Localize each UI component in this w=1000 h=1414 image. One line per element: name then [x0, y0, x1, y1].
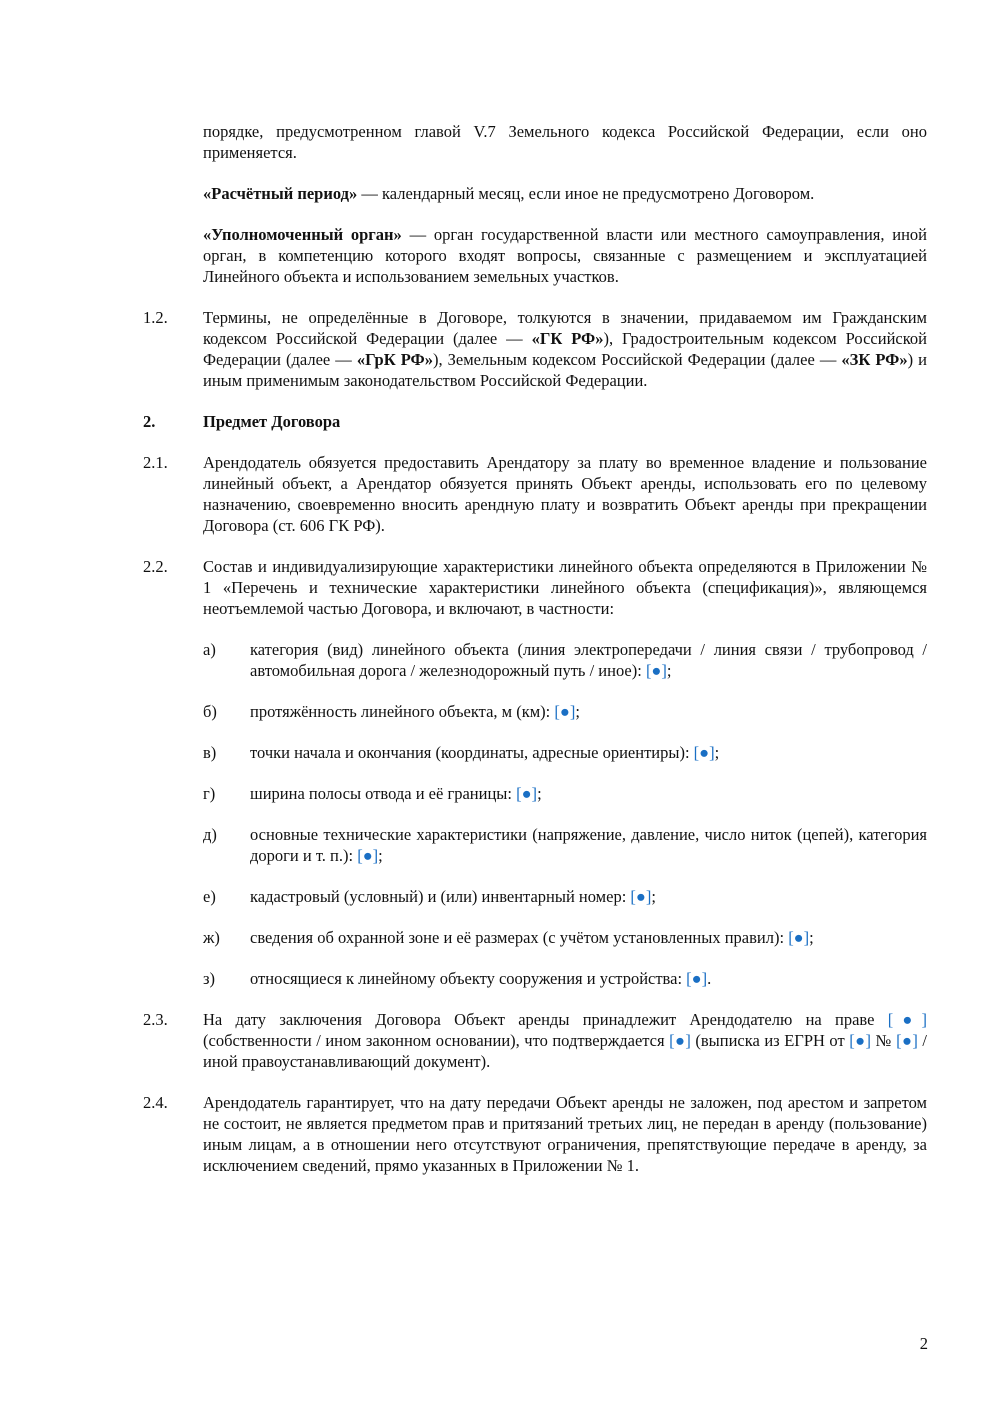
- list-item-text: точки начала и окончания (координаты, адресные ориентиры): [●];: [250, 743, 720, 762]
- section-title: Предмет Договора: [203, 412, 341, 431]
- placeholder-field[interactable]: [●]: [630, 887, 652, 906]
- placeholder-field[interactable]: [●]: [645, 661, 667, 680]
- placeholder-field[interactable]: [●]: [516, 784, 538, 803]
- placeholder-field[interactable]: [●]: [896, 1031, 918, 1050]
- list-item-text: относящиеся к линейному объекту сооружения и устройства: [●].: [250, 969, 712, 988]
- list-item: [203, 824, 927, 866]
- abbrev-gk: «ГК РФ»: [531, 329, 604, 348]
- list-item-letter: а): [203, 640, 216, 659]
- clause-1-2: [143, 307, 927, 391]
- list-item-letter: д): [203, 825, 217, 844]
- clause-text: Арендодатель обязуется предоставить Арендатору за плату во временное владение и пользование линейный объект, а Арендатор обязуется принять Объект аренды, использовать его по целевому назначению, своевременно вносить арендную плату и возвратить Объект аренды при прекращении Договора (ст. 606 ГК РФ).: [203, 453, 927, 535]
- clause-number: 2.2.: [143, 557, 168, 576]
- list-item-letter: е): [203, 887, 216, 906]
- clause-number: 1.2.: [143, 308, 168, 327]
- clause-text: Термины, не определённые в Договоре, толкуются в значении, придаваемом им Гражданским кодексом Российской Федерации (далее — «ГК РФ»), Градостроительным кодексом Российской Федерации (далее — «ГрК РФ»), Земельным кодексом Российской Федерации (далее — «ЗК РФ») и иным применимым законодательством Российской Федерации.: [203, 308, 927, 390]
- placeholder-field[interactable]: [●]: [669, 1031, 691, 1050]
- definition-term: «Уполномоченный орган»: [203, 225, 402, 244]
- placeholder-field[interactable]: [●]: [357, 846, 379, 865]
- continuation-paragraph: порядке, предусмотренном главой V.7 Земельного кодекса Российской Федерации, если оно применяется.: [203, 122, 927, 162]
- page-number: 2: [919, 1334, 928, 1353]
- clause-number: 2.1.: [143, 453, 168, 472]
- characteristics-list: [143, 639, 927, 989]
- list-item: [203, 742, 927, 763]
- clause-2-3: [143, 1009, 927, 1072]
- list-item-letter: в): [203, 743, 217, 762]
- placeholder-field[interactable]: [●]: [887, 1010, 927, 1029]
- clause-number: 2.3.: [143, 1010, 168, 1029]
- definition-text: — календарный месяц, если иное не предусмотрено Договором.: [357, 184, 815, 203]
- placeholder-field[interactable]: [●]: [849, 1031, 871, 1050]
- placeholder-field[interactable]: [●]: [554, 702, 576, 721]
- section-2-heading: [143, 411, 927, 432]
- placeholder-field[interactable]: [●]: [788, 928, 810, 947]
- document-body: [143, 121, 927, 1196]
- definition-term: «Расчётный период»: [203, 184, 358, 203]
- clause-2-2: [143, 556, 927, 619]
- list-item: [203, 701, 927, 722]
- section-number: 2.: [143, 412, 156, 431]
- list-item: [203, 927, 927, 948]
- list-item-text: основные технические характеристики (напряжение, давление, число ниток (цепей), категория дороги и т. п.): [●];: [250, 825, 927, 865]
- clause-text: Состав и индивидуализирующие характеристики линейного объекта определяются в Приложении № 1 «Перечень и технические характеристики линейного объекта (спецификация)», являющемся неотъемлемой частью Договора, и включают, в частности:: [203, 557, 927, 618]
- clause-text: Арендодатель гарантирует, что на дату передачи Объект аренды не заложен, под арестом и запретом не состоит, не является предметом прав и притязаний третьих лиц, не передан в аренду (пользование) иным лицам, а в отношении него отсутствуют ограничения, препятствующие передаче в аренду, за исключением сведений, прямо указанных в Приложении № 1.: [203, 1093, 927, 1175]
- clause-number: 2.4.: [143, 1093, 168, 1112]
- list-item-letter: ж): [203, 928, 220, 947]
- placeholder-field[interactable]: [●]: [693, 743, 715, 762]
- list-item-letter: з): [203, 969, 216, 988]
- definition-text: — орган государственной власти или местного самоуправления, иной орган, в компетенцию которого входят вопросы, связанные с размещением и эксплуатацией Линейного объекта и использованием земельных участков.: [203, 225, 927, 286]
- list-item-text: кадастровый (условный) и (или) инвентарный номер: [●];: [250, 887, 656, 906]
- list-item: [203, 783, 927, 804]
- list-item-letter: г): [203, 784, 216, 803]
- clause-2-1: [143, 452, 927, 536]
- list-item-text: ширина полосы отвода и её границы: [●];: [250, 784, 542, 803]
- list-item-letter: б): [203, 702, 217, 721]
- list-item: [203, 639, 927, 681]
- abbrev-zk: «ЗК РФ»: [841, 350, 908, 369]
- list-item-text: сведения об охранной зоне и её размерах (с учётом установленных правил): [●];: [250, 928, 814, 947]
- list-item: [203, 968, 927, 989]
- definition-billing-period: [143, 183, 927, 204]
- clause-text: На дату заключения Договора Объект аренды принадлежит Арендодателю на праве [●] (собственности / ином законном основании), что подтверждается [●] (выписка из ЕГРН от [●] № [●] / иной правоустанавливающий документ).: [203, 1010, 927, 1071]
- list-item-text: протяжённость линейного объекта, м (км): [●];: [250, 702, 580, 721]
- list-item-text: категория (вид) линейного объекта (линия электропередачи / линия связи / трубопровод / автомобильная дорога / железнодорожный путь / иное): [●];: [250, 640, 927, 680]
- placeholder-field[interactable]: [●]: [686, 969, 708, 988]
- clause-2-4: [143, 1092, 927, 1176]
- abbrev-grk: «ГрК РФ»: [356, 350, 433, 369]
- definition-authorized-body: [143, 224, 927, 287]
- list-item: [203, 886, 927, 907]
